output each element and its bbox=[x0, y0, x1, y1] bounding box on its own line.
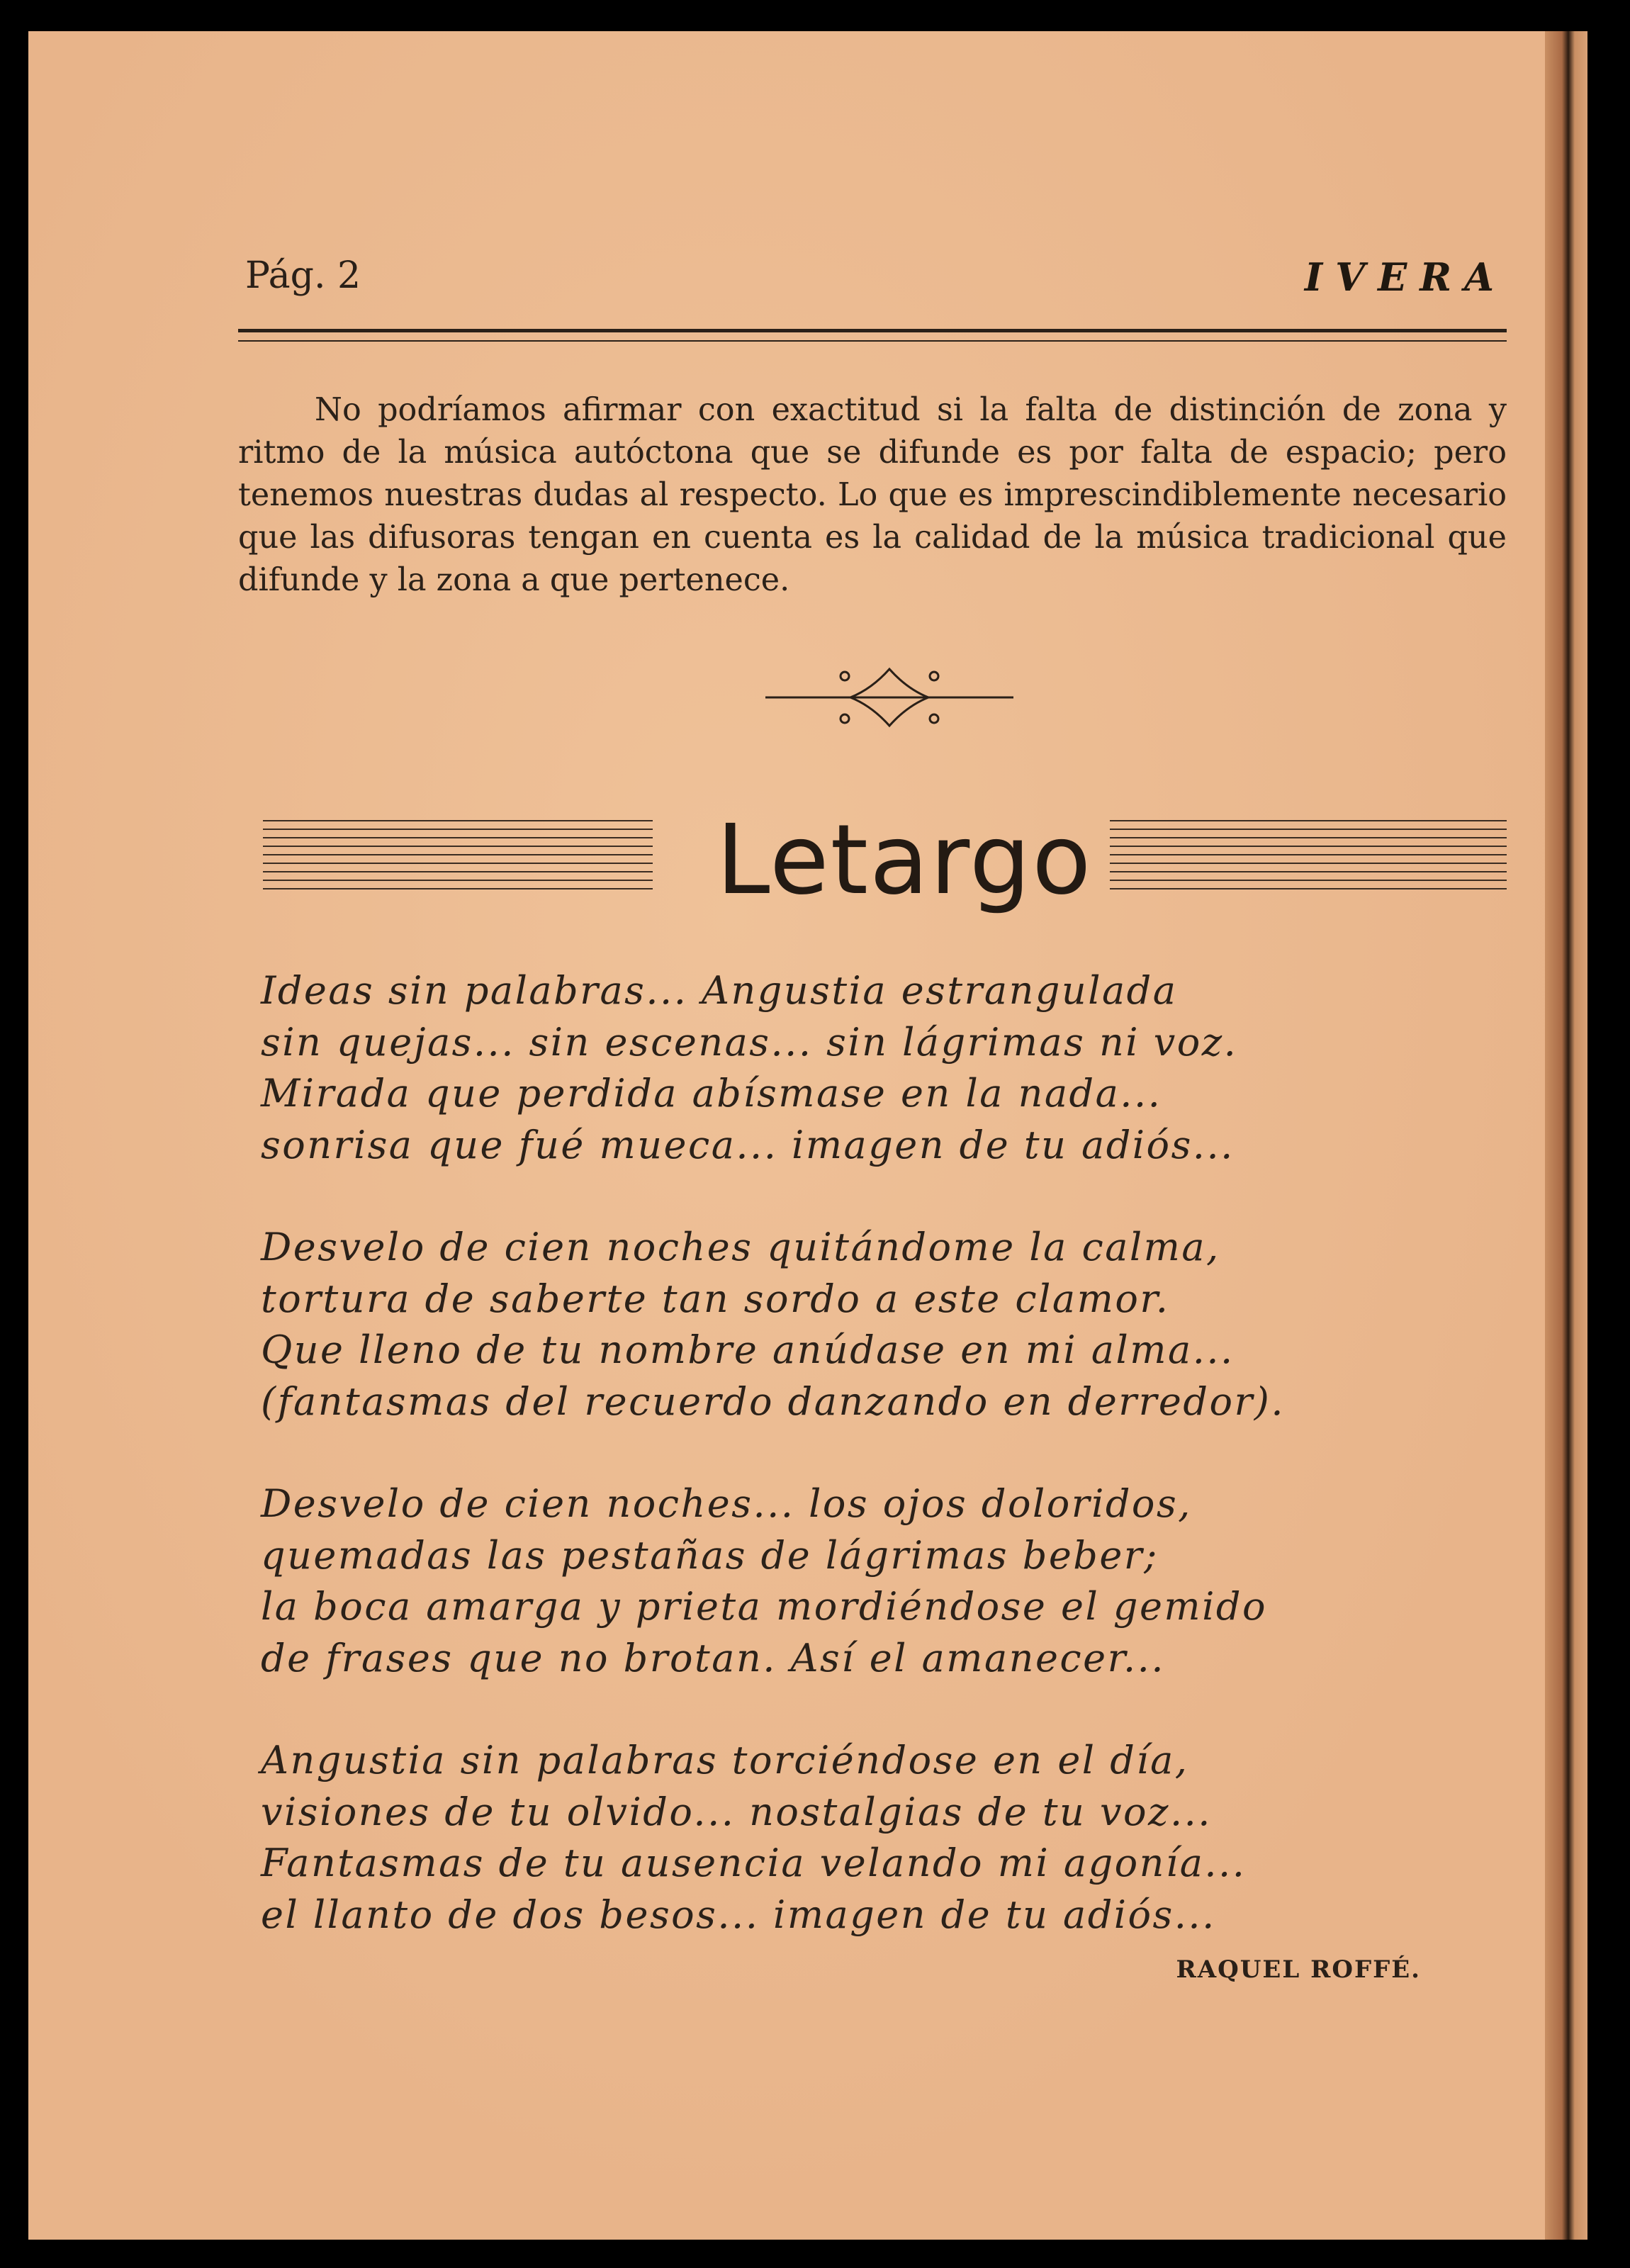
poem-line: la boca amarga y prieta mordiéndose el gemido bbox=[261, 1584, 1267, 1629]
poem-title-block bbox=[238, 800, 1507, 921]
poem-line: el llanto de dos besos... imagen de tu adiós... bbox=[261, 1892, 1216, 1937]
journal-title: IVERA bbox=[1304, 254, 1507, 300]
ornament-divider-icon bbox=[765, 655, 1013, 740]
poem-author: RAQUEL ROFFÉ. bbox=[1176, 1955, 1421, 1984]
page-number: Pág. 2 bbox=[245, 254, 361, 297]
poem-line: Fantasmas de tu ausencia velando mi agonía... bbox=[261, 1841, 1247, 1885]
poem-line: Angustia sin palabras torciéndose en el día, bbox=[261, 1738, 1189, 1783]
poem-line: sin quejas... sin escenas... sin lágrimas ni voz. bbox=[261, 1019, 1238, 1065]
poem-line: (fantasmas del recuerdo danzando en derredor). bbox=[261, 1379, 1286, 1424]
poem-line: Desvelo de cien noches... los ojos doloridos, bbox=[261, 1481, 1192, 1526]
poem-title: Letargo bbox=[716, 804, 1093, 916]
intro-paragraph: No podríamos afirmar con exactitud si la falta de distinción de zona y ritmo de la música autóctona que se difunde es por falta de espacio; pero tenemos nuestras dudas al respecto. Lo que es imprescindiblemente necesario que las difusoras tengan en cuenta es la calidad de la música tradicional que difunde y la zona a que pertenece. bbox=[238, 392, 1507, 598]
poem-line: Mirada que perdida abísmase en la nada... bbox=[261, 1071, 1162, 1116]
binding-gutter bbox=[1545, 31, 1587, 2240]
stanza-2 bbox=[261, 1222, 1466, 1427]
poem-line: visiones de tu olvido... nostalgias de tu voz... bbox=[261, 1789, 1212, 1834]
poem-line: quemadas las pestañas de lágrimas beber; bbox=[261, 1532, 1159, 1578]
title-rule-left bbox=[263, 820, 653, 905]
poem-line: Que lleno de tu nombre anúdase en mi alma... bbox=[261, 1327, 1235, 1372]
poem-line: de frases que no brotan. Así el amanecer... bbox=[261, 1635, 1165, 1680]
page-header bbox=[238, 254, 1507, 311]
stanza-4 bbox=[261, 1735, 1466, 1941]
magazine-page bbox=[28, 31, 1587, 2240]
poem-line: sonrisa que fué mueca... imagen de tu adiós... bbox=[261, 1122, 1235, 1167]
poem-line: Ideas sin palabras... Angustia estrangulada bbox=[261, 968, 1178, 1013]
poem-line: tortura de saberte tan sordo a este clamor. bbox=[261, 1276, 1170, 1321]
header-double-rule bbox=[238, 329, 1507, 342]
poem-body bbox=[261, 965, 1466, 1992]
stanza-3 bbox=[261, 1478, 1466, 1684]
stanza-1 bbox=[261, 965, 1466, 1171]
poem-line: Desvelo de cien noches quitándome la calma, bbox=[261, 1225, 1220, 1269]
title-rule-right bbox=[1110, 820, 1507, 905]
